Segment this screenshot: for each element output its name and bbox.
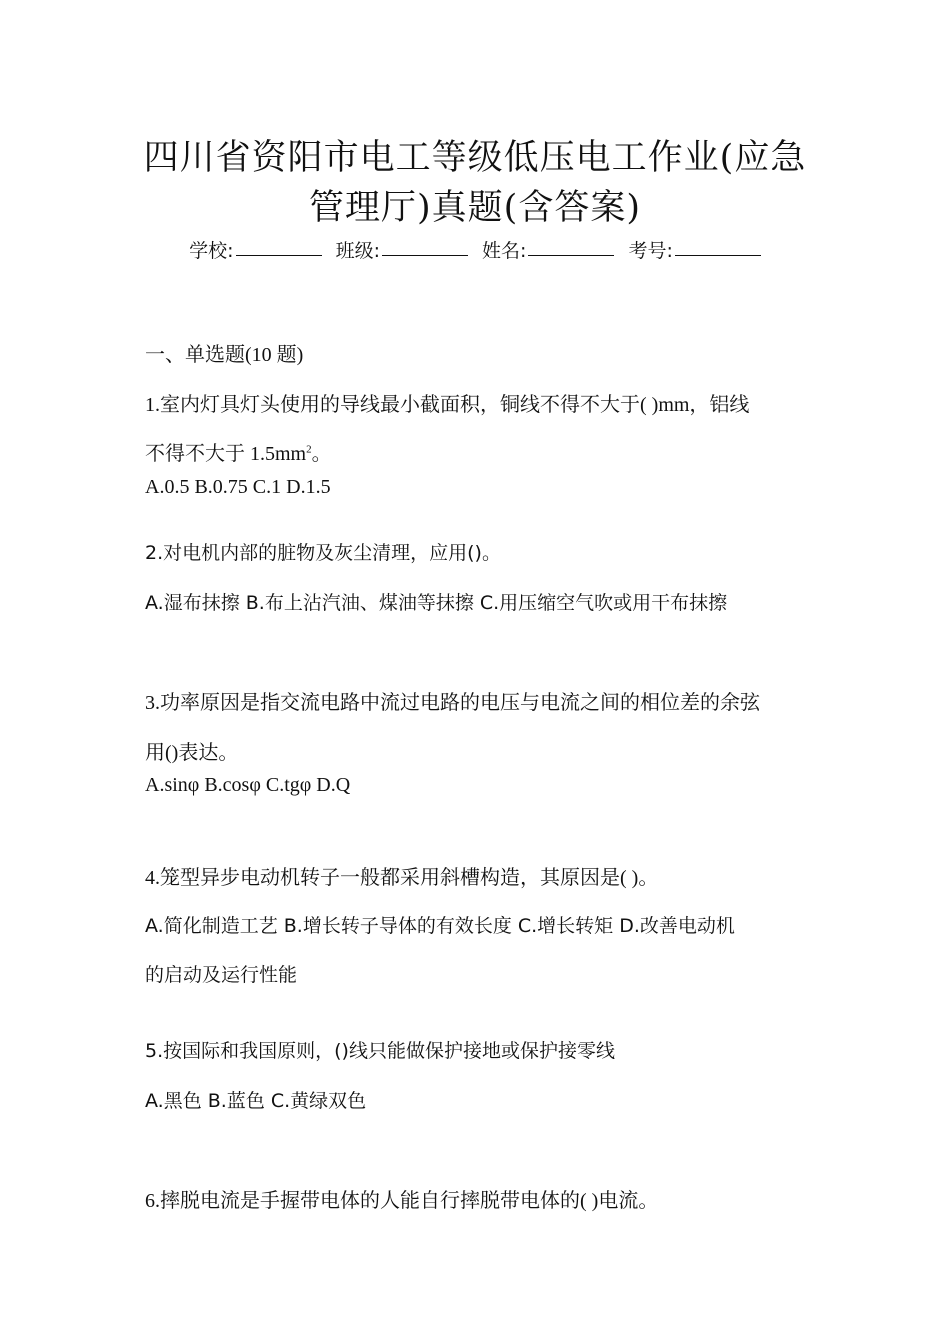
name-field[interactable]	[482, 240, 614, 262]
question-3-stem-line-1: 3.功率原因是指交流电路中流过电路的电压与电流之间的相位差的余弦	[145, 692, 760, 714]
superscript-exponent: 2	[306, 443, 312, 456]
question-6-stem: 6.摔脱电流是手握带电体的人能自行摔脱带电体的( )电流。	[145, 1190, 659, 1212]
question-2-stem: 2.对电机内部的脏物及灰尘清理，应用()。	[145, 542, 501, 564]
question-4-options-line-1: A.简化制造工艺 B.增长转子导体的有效长度 C.增长转矩 D.改善电动机	[145, 915, 735, 937]
class-blank[interactable]	[382, 254, 468, 256]
question-1-stem-text: 不得不大于 1.5mm	[145, 443, 307, 465]
question-5-stem: 5.按国际和我国原则，()线只能做保护接地或保护接零线	[145, 1040, 615, 1062]
school-label: 学校:	[189, 240, 234, 262]
school-blank[interactable]	[236, 254, 322, 256]
question-4-options-line-2: 的启动及运行性能	[145, 964, 298, 986]
question-1-stem-line-2	[145, 437, 332, 466]
class-field[interactable]	[336, 240, 468, 262]
question-4-stem: 4.笼型异步电动机转子一般都采用斜槽构造，其原因是( )。	[145, 867, 659, 889]
class-label: 班级:	[335, 240, 380, 262]
school-field[interactable]	[189, 240, 321, 262]
document-title-line-2: 管理厅)真题(含答案)	[309, 188, 641, 228]
question-1-stem-end: 。	[311, 443, 332, 465]
exam-number-blank[interactable]	[675, 254, 761, 256]
question-2-options: A.湿布抹擦 B.布上沾汽油、煤油等抹擦 C.用压缩空气吹或用干布抹擦	[145, 592, 728, 614]
name-label: 姓名:	[482, 240, 527, 262]
section-heading: 一、单选题(10 题)	[145, 344, 304, 366]
exam-number-field[interactable]	[628, 240, 760, 262]
document-title-line-1: 四川省资阳市电工等级低压电工作业(应急	[143, 138, 807, 178]
question-1-options: A.0.5 B.0.75 C.1 D.1.5	[145, 476, 331, 498]
question-5-options: A.黑色 B.蓝色 C.黄绿双色	[145, 1090, 367, 1112]
question-3-stem-line-2: 用()表达。	[145, 742, 239, 764]
exam-number-label: 考号:	[628, 240, 673, 262]
student-info-line	[0, 236, 950, 263]
name-blank[interactable]	[528, 254, 614, 256]
question-1-stem-line-1: 1.室内灯具灯头使用的导线最小截面积，铜线不得不大于( )mm，铝线	[145, 394, 750, 416]
question-3-options: A.sinφ B.cosφ C.tgφ D.Q	[145, 774, 351, 796]
